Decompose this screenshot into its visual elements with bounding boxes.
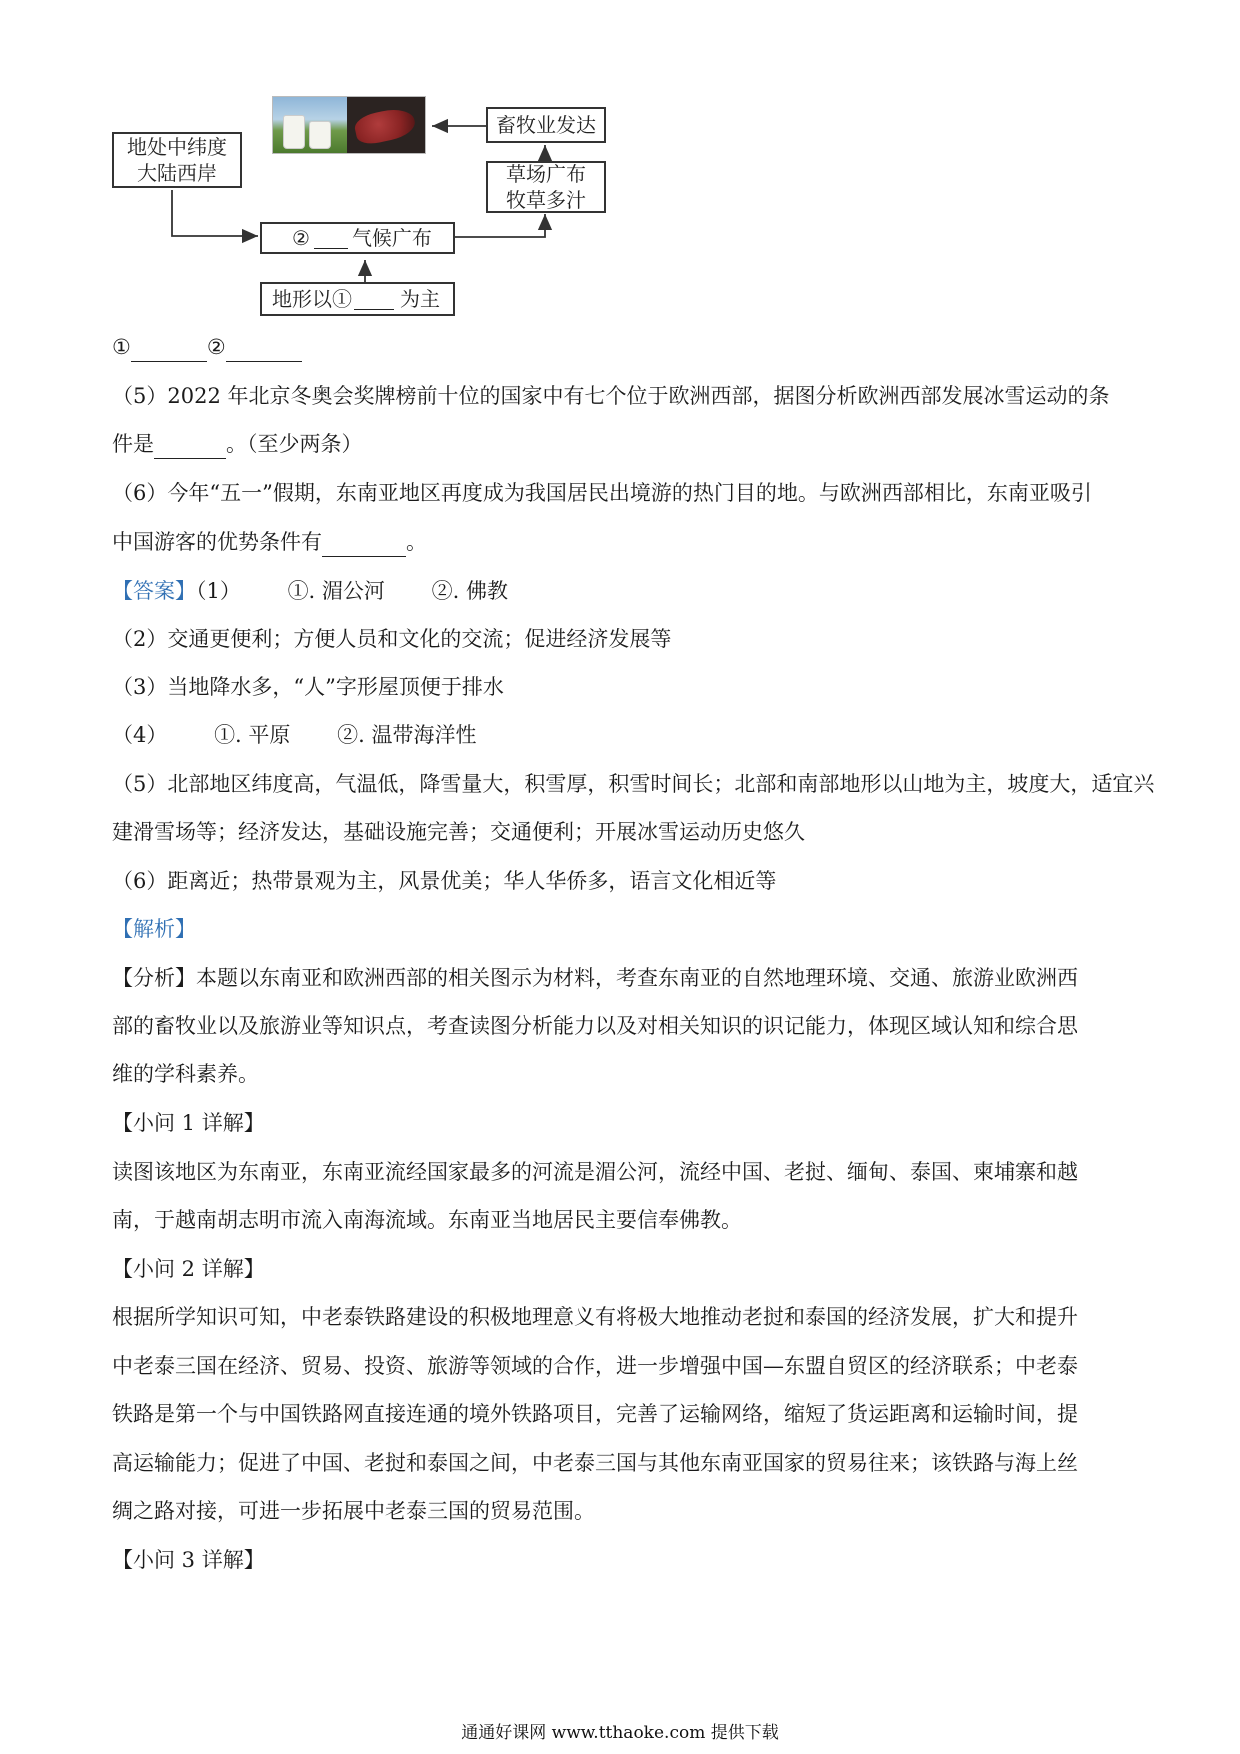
grassland-line2: 牧草多汁 bbox=[506, 188, 586, 212]
q5-line2 bbox=[112, 429, 363, 459]
sub1-title: 【小问 1 详解】 bbox=[112, 1111, 265, 1135]
arrow-latitude-to-climate bbox=[172, 190, 258, 236]
milk-steak-photo bbox=[272, 96, 426, 154]
grassland-box bbox=[486, 161, 606, 213]
sub3-title: 【小问 3 详解】 bbox=[112, 1548, 265, 1572]
climate-prefix: ② bbox=[292, 226, 310, 250]
climate-suffix: 气候广布 bbox=[351, 226, 432, 250]
climate-box bbox=[260, 222, 455, 254]
steak-icon bbox=[347, 97, 425, 153]
q6-blank[interactable] bbox=[322, 534, 406, 557]
livestock-box bbox=[486, 107, 606, 143]
answer-1 bbox=[112, 576, 508, 606]
blank-1[interactable] bbox=[131, 339, 207, 362]
terrain-prefix: 地形以① bbox=[272, 287, 352, 311]
sub2-line-3: 铁路是第一个与中国铁路网直接连通的境外铁路项目，完善了运输网络，缩短了货运距离和运输时间，提 bbox=[112, 1402, 1078, 1426]
q6-line2 bbox=[112, 527, 427, 557]
page-footer: 通通好课网 www.tthaoke.com 提供下载 bbox=[461, 1723, 779, 1743]
answer-4 bbox=[112, 720, 476, 750]
sub2-title: 【小问 2 详解】 bbox=[112, 1257, 265, 1281]
terrain-suffix: 为主 bbox=[400, 287, 440, 311]
sub2-line-5: 绸之路对接，可进一步拓展中老泰三国的贸易范围。 bbox=[112, 1499, 595, 1523]
q6-line1: （6）今年“五一”假期，东南亚地区再度成为我国居民出境游的热门目的地。与欧洲西部相比，东南亚吸引 bbox=[112, 481, 1092, 505]
livestock-label: 畜牧业发达 bbox=[496, 113, 596, 137]
answer-5-line2: 建滑雪场等；经济发达，基础设施完善；交通便利；开展冰雪运动历史悠久 bbox=[112, 820, 805, 844]
q5-prefix: 件是 bbox=[112, 432, 154, 456]
sub1-line-1: 读图该地区为东南亚，东南亚流经国家最多的河流是湄公河，流经中国、老挝、缅甸、泰国、柬埔寨和越 bbox=[112, 1160, 1078, 1184]
sub2-line-1: 根据所学知识可知，中老泰铁路建设的积极地理意义有将极大地推动老挝和泰国的经济发展，扩大和提升 bbox=[112, 1305, 1078, 1329]
answer-3: （3）当地降水多，“人”字形屋顶便于排水 bbox=[112, 675, 504, 699]
latitude-line1: 地处中纬度 bbox=[127, 135, 227, 159]
blank-2[interactable] bbox=[226, 339, 302, 362]
answer-5-line1: （5）北部地区纬度高，气温低，降雪量大，积雪厚，积雪时间长；北部和南部地形以山地为主，坡度大，适宜兴 bbox=[112, 772, 1155, 796]
analysis-intro-3: 维的学科素养。 bbox=[112, 1062, 259, 1086]
q5-suffix: 。（至少两条） bbox=[226, 432, 363, 456]
blank-mark-1: ① bbox=[112, 335, 131, 359]
flow-diagram bbox=[0, 0, 1240, 330]
blank-mark-2: ② bbox=[206, 335, 226, 359]
milk-icon bbox=[273, 97, 347, 153]
q6-suffix: 。 bbox=[406, 530, 427, 554]
answer-blank-line bbox=[112, 332, 302, 362]
answer-2: （2）交通更便利；方便人员和文化的交流；促进经济发展等 bbox=[112, 627, 672, 651]
terrain-blank[interactable] bbox=[354, 289, 394, 310]
answer-4-num: （4） bbox=[112, 723, 168, 747]
climate-blank[interactable] bbox=[314, 228, 348, 249]
sub2-line-2: 中老泰三国在经济、贸易、投资、旅游等领域的合作，进一步增强中国—东盟自贸区的经济联系；中老泰 bbox=[112, 1354, 1078, 1378]
sub2-line-4: 高运输能力；促进了中国、老挝和泰国之间，中老泰三国与其他东南亚国家的贸易往来；该铁路与海上丝 bbox=[112, 1451, 1078, 1475]
analysis-intro-1: 【分析】本题以东南亚和欧洲西部的相关图示为材料，考查东南亚的自然地理环境、交通、旅游业欧洲西 bbox=[112, 966, 1078, 990]
answer-1-num: （1） bbox=[196, 579, 241, 603]
answer-1-part2: ②. 佛教 bbox=[431, 579, 508, 603]
analysis-label: 【解析】 bbox=[112, 917, 196, 941]
grassland-line1: 草场广布 bbox=[506, 162, 586, 186]
latitude-box bbox=[112, 132, 242, 188]
analysis-intro-2: 部的畜牧业以及旅游业等知识点，考查读图分析能力以及对相关知识的识记能力，体现区域认知和综合思 bbox=[112, 1014, 1078, 1038]
q5-blank[interactable] bbox=[154, 436, 226, 459]
sub1-line-2: 南，于越南胡志明市流入南海流域。东南亚当地居民主要信奉佛教。 bbox=[112, 1208, 742, 1232]
terrain-box bbox=[260, 282, 455, 316]
answer-4-part2: ②. 温带海洋性 bbox=[337, 723, 477, 747]
arrow-climate-to-grassland bbox=[455, 214, 545, 237]
answer-1-part1: ①. 湄公河 bbox=[287, 579, 385, 603]
answer-4-part1: ①. 平原 bbox=[214, 723, 291, 747]
q6-prefix: 中国游客的优势条件有 bbox=[112, 530, 322, 554]
q5-line1: （5）2022 年北京冬奥会奖牌榜前十位的国家中有七个位于欧洲西部，据图分析欧洲西部发展冰雪运动的条 bbox=[112, 384, 1110, 408]
answer-label: 【答案】 bbox=[112, 579, 196, 603]
answer-6: （6）距离近；热带景观为主，风景优美；华人华侨多，语言文化相近等 bbox=[112, 869, 777, 893]
latitude-line2: 大陆西岸 bbox=[137, 161, 217, 185]
